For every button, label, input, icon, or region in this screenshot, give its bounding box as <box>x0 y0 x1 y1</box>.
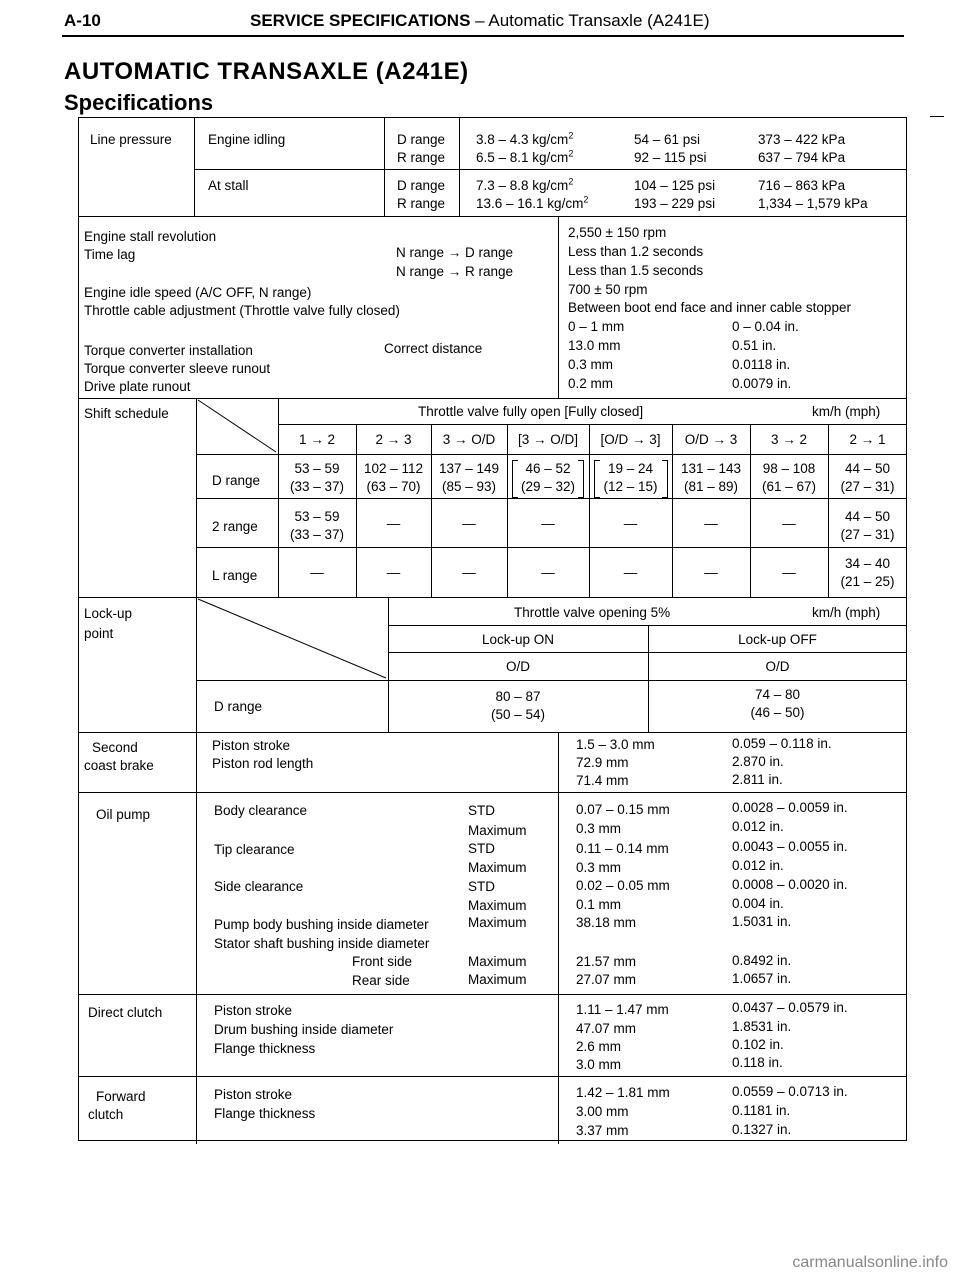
divider <box>78 792 907 793</box>
dash: — <box>704 565 718 580</box>
bracket-right <box>578 460 584 498</box>
drive-plate-mm: 0.2 mm <box>568 376 614 391</box>
std-label: STD <box>468 841 495 856</box>
spec-mm: 0.07 – 0.15 mm <box>576 802 670 817</box>
tc-sleeve-in: 0.0118 in. <box>732 357 791 372</box>
spec-in: 0.012 in. <box>732 858 784 873</box>
at-stall-label: At stall <box>208 178 249 193</box>
superscript: 2 <box>568 130 574 141</box>
lockup-off-header: Lock-up OFF <box>738 632 817 647</box>
pressure-kg <box>476 195 588 213</box>
bracket-right <box>662 460 668 498</box>
divider <box>388 625 907 626</box>
pump-bushing-label: Pump body bushing inside diameter <box>214 917 429 932</box>
divider <box>196 547 907 548</box>
spec-in: 0.059 – 0.118 in. <box>732 736 832 751</box>
superscript: 2 <box>583 194 589 205</box>
shift-d-value: 131 – 143 <box>680 461 742 476</box>
shift-col-header: [3 → O/D] <box>517 432 578 447</box>
lockup-header: Throttle valve opening 5% <box>514 605 671 620</box>
range-label: D range <box>397 132 446 147</box>
shift-col-header: [O/D → 3] <box>600 432 661 447</box>
header-rule <box>62 35 904 37</box>
shift-col-header: 3 → 2 <box>770 432 808 447</box>
section-heading: Specifications <box>64 90 214 115</box>
lockup-on-value-mph: (50 – 54) <box>490 707 546 722</box>
shift-col-header: 2 → 1 <box>849 432 886 447</box>
spec-in: 0.004 in. <box>732 896 784 911</box>
shift-d-value-mph: (27 – 31) <box>840 479 895 494</box>
piston-stroke-label: Piston stroke <box>214 1087 293 1102</box>
divider <box>278 424 907 425</box>
shift-d-value-mph: (29 – 32) <box>520 479 576 494</box>
dash: — <box>623 565 638 580</box>
shift-col-header: 1 → 2 <box>298 432 336 447</box>
lockup-on-header: Lock-up ON <box>481 632 555 647</box>
tc-sleeve-mm: 0.3 mm <box>568 357 614 372</box>
spec-mm: 71.4 mm <box>576 773 629 788</box>
pressure-kg <box>476 131 573 149</box>
shift-col-header: 2 → 3 <box>375 432 412 447</box>
shift-d-value-mph: (33 – 37) <box>289 479 345 494</box>
superscript: 2 <box>568 148 574 159</box>
spec-in: 0.1181 in. <box>732 1103 791 1118</box>
dash: — <box>462 565 476 580</box>
document-title: AUTOMATIC TRANSAXLE (A241E) <box>64 58 469 85</box>
shift-l-value-mph: (21 – 25) <box>840 574 895 589</box>
pressure-kg <box>476 149 573 167</box>
dash: — <box>541 516 555 531</box>
spec-in: 1.0657 in. <box>732 971 792 986</box>
divider <box>558 216 559 398</box>
spec-mm: 0.02 – 0.05 mm <box>576 878 670 893</box>
shift-col-header: O/D → 3 <box>684 432 738 447</box>
spec-in: 0.0043 – 0.0055 in. <box>732 839 848 854</box>
shift-d-value: 44 – 50 <box>844 461 891 476</box>
stall-revolution-value: 2,550 ± 150 rpm <box>568 225 667 240</box>
shift-d-value: 53 – 59 <box>294 461 340 476</box>
spec-in: 0.118 in. <box>732 1055 783 1070</box>
lockup-off-od: O/D <box>765 659 790 674</box>
dash: — <box>386 516 401 531</box>
max-label: Maximum <box>468 954 527 969</box>
shift-2-range-label: 2 range <box>212 519 258 534</box>
idle-speed-label: Engine idle speed (A/C OFF, N range) <box>84 285 312 300</box>
shift-d-value: 102 – 112 <box>363 461 424 476</box>
spec-in: 0.1327 in. <box>732 1122 792 1137</box>
forward-clutch-label: Forward <box>96 1089 146 1104</box>
divider <box>196 732 197 1144</box>
lockup-d-range-label: D range <box>214 699 263 714</box>
second-coast-label-2: coast brake <box>84 758 154 773</box>
bracket-left <box>594 460 600 498</box>
max-label: Maximum <box>468 972 527 987</box>
shift-2-value: 53 – 59 <box>294 509 340 524</box>
superscript: 2 <box>568 176 574 187</box>
pressure-kg-value: 3.8 – 4.3 kg/cm <box>476 132 569 147</box>
spec-in: 2.811 in. <box>732 772 783 787</box>
second-coast-label: Second <box>92 740 138 755</box>
divider <box>194 117 195 216</box>
lockup-off-value: 74 – 80 <box>754 687 801 702</box>
spec-in: 0.0437 – 0.0579 in. <box>732 1000 848 1015</box>
range-label: D range <box>397 178 446 193</box>
idle-speed-value: 700 ± 50 rpm <box>568 282 648 297</box>
divider <box>78 994 907 995</box>
spec-mm: 0.1 mm <box>576 897 622 912</box>
spec-in: 2.870 in. <box>732 754 784 769</box>
spec-in: 0.0028 – 0.0059 in. <box>732 800 848 815</box>
dash: — <box>782 516 796 531</box>
throttle-cable-in: 0 – 0.04 in. <box>732 319 799 334</box>
shift-d-value-mph: (61 – 67) <box>761 479 817 494</box>
shift-d-value: 137 – 149 <box>438 461 500 476</box>
spec-in: 0.8492 in. <box>732 953 792 968</box>
lockup-on-od: O/D <box>505 659 530 674</box>
spec-mm: 1.5 – 3.0 mm <box>576 737 655 752</box>
correct-distance-label: Correct distance <box>384 341 483 356</box>
spec-mm: 2.6 mm <box>576 1039 622 1054</box>
front-side-label: Front side <box>352 954 413 969</box>
max-label: Maximum <box>468 823 527 838</box>
pressure-kpa: 716 – 863 kPa <box>758 178 846 193</box>
spec-mm: 0.3 mm <box>576 860 622 875</box>
body-clearance-label: Body clearance <box>214 803 308 818</box>
page-number: A-10 <box>64 11 101 30</box>
spec-in: 1.5031 in. <box>732 914 792 929</box>
shift-l-range-label: L range <box>212 568 258 583</box>
shift-d-value-mph: (12 – 15) <box>603 479 658 494</box>
lockup-label: Lock-up <box>84 606 133 621</box>
piston-rod-label: Piston rod length <box>212 756 314 771</box>
dash: — <box>386 565 401 580</box>
oil-pump-label: Oil pump <box>96 807 151 822</box>
divider <box>196 454 907 455</box>
line-pressure-label: Line pressure <box>90 132 172 147</box>
pressure-kg-value: 7.3 – 8.8 kg/cm <box>476 178 569 193</box>
divider <box>78 732 907 733</box>
forward-clutch-label-2: clutch <box>88 1107 124 1122</box>
spec-mm: 3.00 mm <box>576 1104 629 1119</box>
drum-bushing-label: Drum bushing inside diameter <box>214 1022 394 1037</box>
throttle-cable-mm: 0 – 1 mm <box>568 319 625 334</box>
margin-mark <box>930 116 944 117</box>
shift-2-value: 44 – 50 <box>844 509 891 524</box>
lockup-unit: km/h (mph) <box>812 605 881 620</box>
spec-mm: 27.07 mm <box>576 972 637 987</box>
n-to-r-value: Less than 1.5 seconds <box>568 263 704 278</box>
spec-mm: 47.07 mm <box>576 1021 637 1036</box>
n-to-d-value: Less than 1.2 seconds <box>568 244 704 259</box>
piston-stroke-label: Piston stroke <box>212 738 291 753</box>
pressure-kpa: 373 – 422 kPa <box>758 132 846 147</box>
side-clearance-label: Side clearance <box>214 879 304 894</box>
diagonal-cell <box>196 398 278 454</box>
shift-d-value-mph: (81 – 89) <box>683 479 739 494</box>
spec-mm: 21.57 mm <box>576 954 637 969</box>
flange-thickness-label: Flange thickness <box>214 1041 316 1056</box>
pressure-psi: 54 – 61 psi <box>634 132 701 147</box>
max-label: Maximum <box>468 915 527 930</box>
throttle-cable-label: Throttle cable adjustment (Throttle valve fully closed) <box>84 303 400 318</box>
dash: — <box>310 565 324 580</box>
spec-in: 0.0008 – 0.0020 in. <box>732 877 848 892</box>
spec-mm: 72.9 mm <box>576 755 629 770</box>
lockup-off-value-mph: (46 – 50) <box>750 705 805 720</box>
dash: — <box>541 565 555 580</box>
tc-installation-mm: 13.0 mm <box>568 338 621 353</box>
direct-clutch-label: Direct clutch <box>88 1005 163 1020</box>
shift-2-value-mph: (27 – 31) <box>840 527 895 542</box>
spec-mm: 3.37 mm <box>576 1123 629 1138</box>
spec-mm: 0.11 – 0.14 mm <box>576 841 669 856</box>
watermark: carmanualsonline.info <box>792 1254 948 1271</box>
divider <box>78 1076 907 1077</box>
shift-2-value-mph: (33 – 37) <box>289 527 345 542</box>
shift-d-value-mph: (85 – 93) <box>441 479 497 494</box>
header-section: SERVICE SPECIFICATIONS <box>250 11 471 30</box>
bracket-left <box>512 460 518 498</box>
shift-d-value: 98 – 108 <box>762 461 816 476</box>
spec-mm: 3.0 mm <box>576 1057 622 1072</box>
dash: — <box>704 516 718 531</box>
drive-plate-label: Drive plate runout <box>84 379 191 394</box>
divider <box>196 498 907 499</box>
pressure-kpa: 1,334 – 1,579 kPa <box>758 196 868 211</box>
stator-bushing-label: Stator shaft bushing inside diameter <box>214 936 430 951</box>
dash: — <box>462 516 476 531</box>
drive-plate-in: 0.0079 in. <box>732 376 792 391</box>
shift-d-value: 19 – 24 <box>607 461 654 476</box>
shift-col-header: 3 → O/D <box>442 432 496 447</box>
lockup-label-2: point <box>84 626 114 641</box>
tc-installation-label: Torque converter installation <box>84 343 253 358</box>
spec-mm: 38.18 mm <box>576 915 637 930</box>
diagonal-cell <box>196 597 388 680</box>
lockup-on-value: 80 – 87 <box>495 689 541 704</box>
divider <box>78 216 907 217</box>
pressure-psi: 92 – 115 psi <box>634 150 707 165</box>
stall-revolution-label: Engine stall revolution <box>84 229 217 244</box>
divider <box>194 169 907 170</box>
std-label: STD <box>468 879 495 894</box>
time-lag-label: Time lag <box>84 247 136 262</box>
spec-mm: 1.42 – 1.81 mm <box>576 1085 670 1100</box>
rear-side-label: Rear side <box>352 973 410 988</box>
range-label: R range <box>397 150 446 165</box>
shift-d-value-mph: (63 – 70) <box>366 479 421 494</box>
std-label: STD <box>468 803 495 818</box>
shift-header: Throttle valve fully open [Fully closed] <box>418 404 644 419</box>
spec-in: 0.102 in. <box>732 1037 784 1052</box>
engine-idling-label: Engine idling <box>208 132 286 147</box>
range-label: R range <box>397 196 446 211</box>
n-to-d-label: N range → D range <box>396 245 514 260</box>
max-label: Maximum <box>468 898 527 913</box>
piston-stroke-label: Piston stroke <box>214 1003 293 1018</box>
divider <box>384 117 385 216</box>
spec-in: 0.012 in. <box>732 819 784 834</box>
tc-sleeve-label: Torque converter sleeve runout <box>84 361 271 376</box>
dash: — <box>623 516 638 531</box>
n-to-r-label: N range → R range <box>396 264 514 279</box>
page-header-title <box>250 11 709 31</box>
pressure-psi: 104 – 125 psi <box>634 178 716 193</box>
shift-unit: km/h (mph) <box>812 404 881 419</box>
pressure-psi: 193 – 229 psi <box>634 196 716 211</box>
spec-mm: 0.3 mm <box>576 821 622 836</box>
pressure-kg-value: 6.5 – 8.1 kg/cm <box>476 150 569 165</box>
divider <box>388 652 907 653</box>
throttle-cable-desc: Between boot end face and inner cable stopper <box>568 300 851 315</box>
tip-clearance-label: Tip clearance <box>214 842 295 857</box>
max-label: Maximum <box>468 860 527 875</box>
spec-in: 0.0559 – 0.0713 in. <box>732 1084 848 1099</box>
shift-schedule-label: Shift schedule <box>84 406 169 421</box>
header-subtitle: – Automatic Transaxle (A241E) <box>470 11 710 30</box>
flange-thickness-label: Flange thickness <box>214 1106 316 1121</box>
spec-mm: 1.11 – 1.47 mm <box>576 1002 669 1017</box>
shift-d-value: 46 – 52 <box>525 461 571 476</box>
spec-in: 1.8531 in. <box>732 1019 792 1034</box>
divider <box>558 732 559 1144</box>
dash: — <box>782 565 796 580</box>
divider <box>196 680 907 681</box>
divider <box>459 117 460 216</box>
shift-l-value: 34 – 40 <box>844 556 891 571</box>
pressure-kg-value: 13.6 – 16.1 kg/cm <box>476 196 584 211</box>
tc-installation-in: 0.51 in. <box>732 338 777 353</box>
shift-d-range-label: D range <box>212 473 261 488</box>
pressure-kpa: 637 – 794 kPa <box>758 150 846 165</box>
pressure-kg <box>476 177 573 195</box>
